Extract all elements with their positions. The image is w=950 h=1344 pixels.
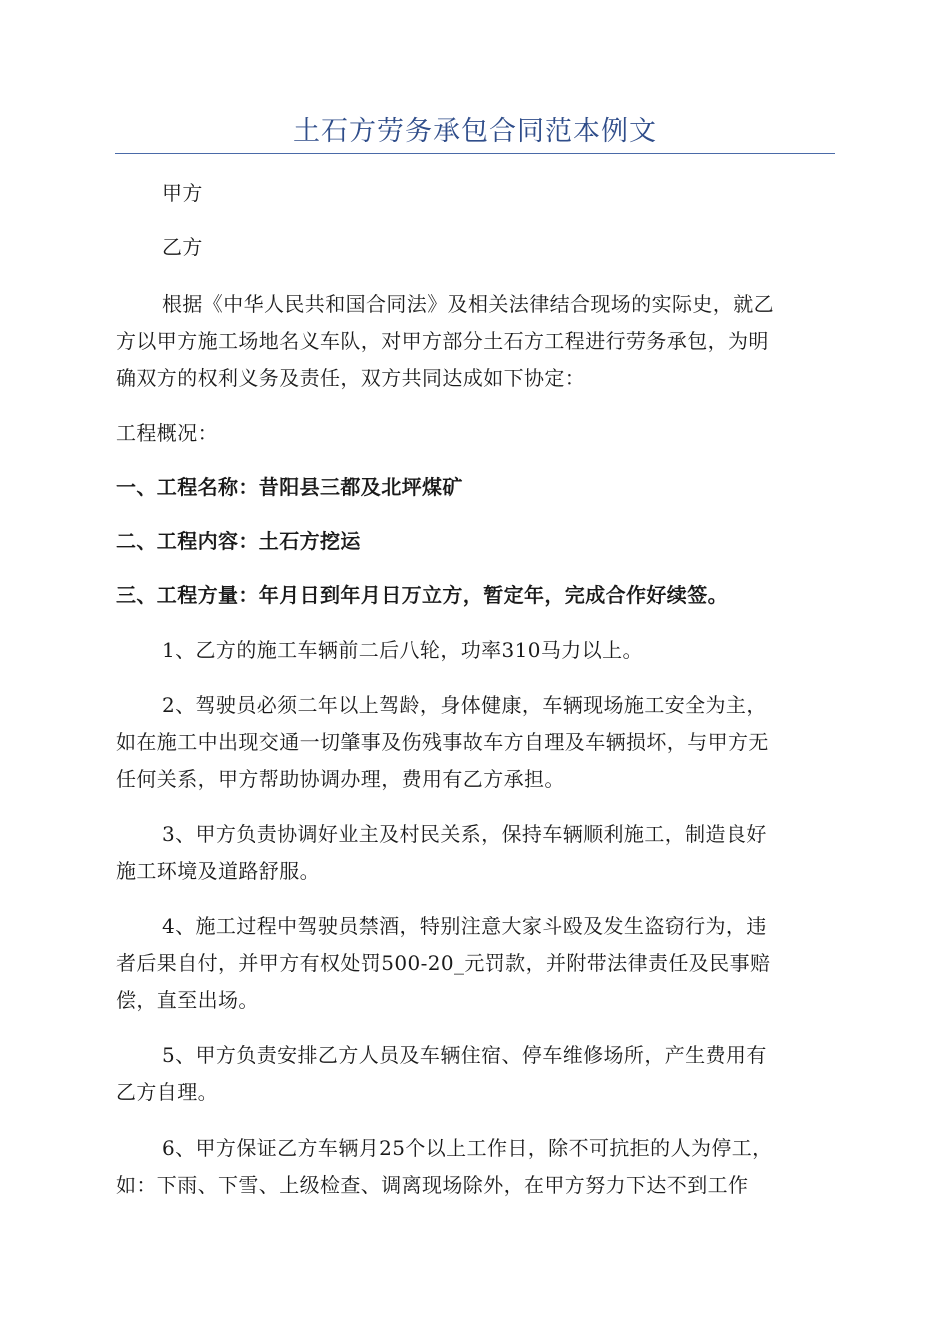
clause-line: 4、施工过程中驾驶员禁酒，特别注意大家斗殴及发生盗窃行为，违: [162, 914, 767, 938]
intro-line: 确双方的权利义务及责任，双方共同达成如下协定：: [116, 366, 586, 390]
intro-line: 根据《中华人民共和国合同法》及相关法律结合现场的实际史，就乙: [162, 292, 774, 316]
clause-2: [116, 687, 834, 798]
document-title: 土石方劳务承包合同范本例文: [293, 116, 657, 147]
clause-line: 者后果自付，并甲方有权处罚500-20_元罚款，并附带法律责任及民事赔: [116, 951, 771, 975]
clause-line: 3、甲方负责协调好业主及村民关系，保持车辆顺利施工，制造良好: [162, 822, 767, 846]
party-a-label: 甲方: [162, 181, 203, 205]
overview-label: 工程概况：: [116, 421, 218, 445]
clause-line: 如在施工中出现交通一切肇事及伤残事故车方自理及车辆损坏，与甲方无: [116, 730, 769, 754]
clause-line: 任何关系，甲方帮助协调办理，费用有乙方承担。: [116, 767, 565, 791]
clause-6: [116, 1130, 834, 1204]
intro-paragraph: [116, 286, 834, 397]
clause-1: [116, 632, 834, 669]
clause-line: 施工环境及道路舒服。: [116, 859, 320, 883]
clause-line: 1、乙方的施工车辆前二后八轮，功率310马力以上。: [162, 638, 643, 662]
clause-4: [116, 908, 834, 1019]
project-name-item: 一、工程名称：昔阳县三都及北坪煤矿: [116, 475, 463, 499]
clause-line: 6、甲方保证乙方车辆月25个以上工作日，除不可抗拒的人为停工，: [162, 1136, 773, 1160]
project-volume-item: 三、工程方量：年月日到年月日万立方，暂定年，完成合作好续签。: [116, 583, 728, 607]
clause-5: [116, 1037, 834, 1111]
clause-line: 如：下雨、下雪、上级检查、调离现场除外，在甲方努力下达不到工作: [116, 1173, 749, 1197]
project-content-item: 二、工程内容：土石方挖运: [116, 529, 361, 553]
clause-line: 乙方自理。: [116, 1080, 218, 1104]
intro-line: 方以甲方施工场地名义车队，对甲方部分土石方工程进行劳务承包，为明: [116, 329, 769, 353]
clause-line: 2、驾驶员必须二年以上驾龄，身体健康，车辆现场施工安全为主，: [162, 693, 767, 717]
party-b-label: 乙方: [162, 235, 203, 259]
title-underline: [115, 153, 835, 154]
clause-line: 偿，直至出场。: [116, 988, 259, 1012]
clause-line: 5、甲方负责安排乙方人员及车辆住宿、停车维修场所，产生费用有: [162, 1043, 767, 1067]
clause-3: [116, 816, 834, 890]
